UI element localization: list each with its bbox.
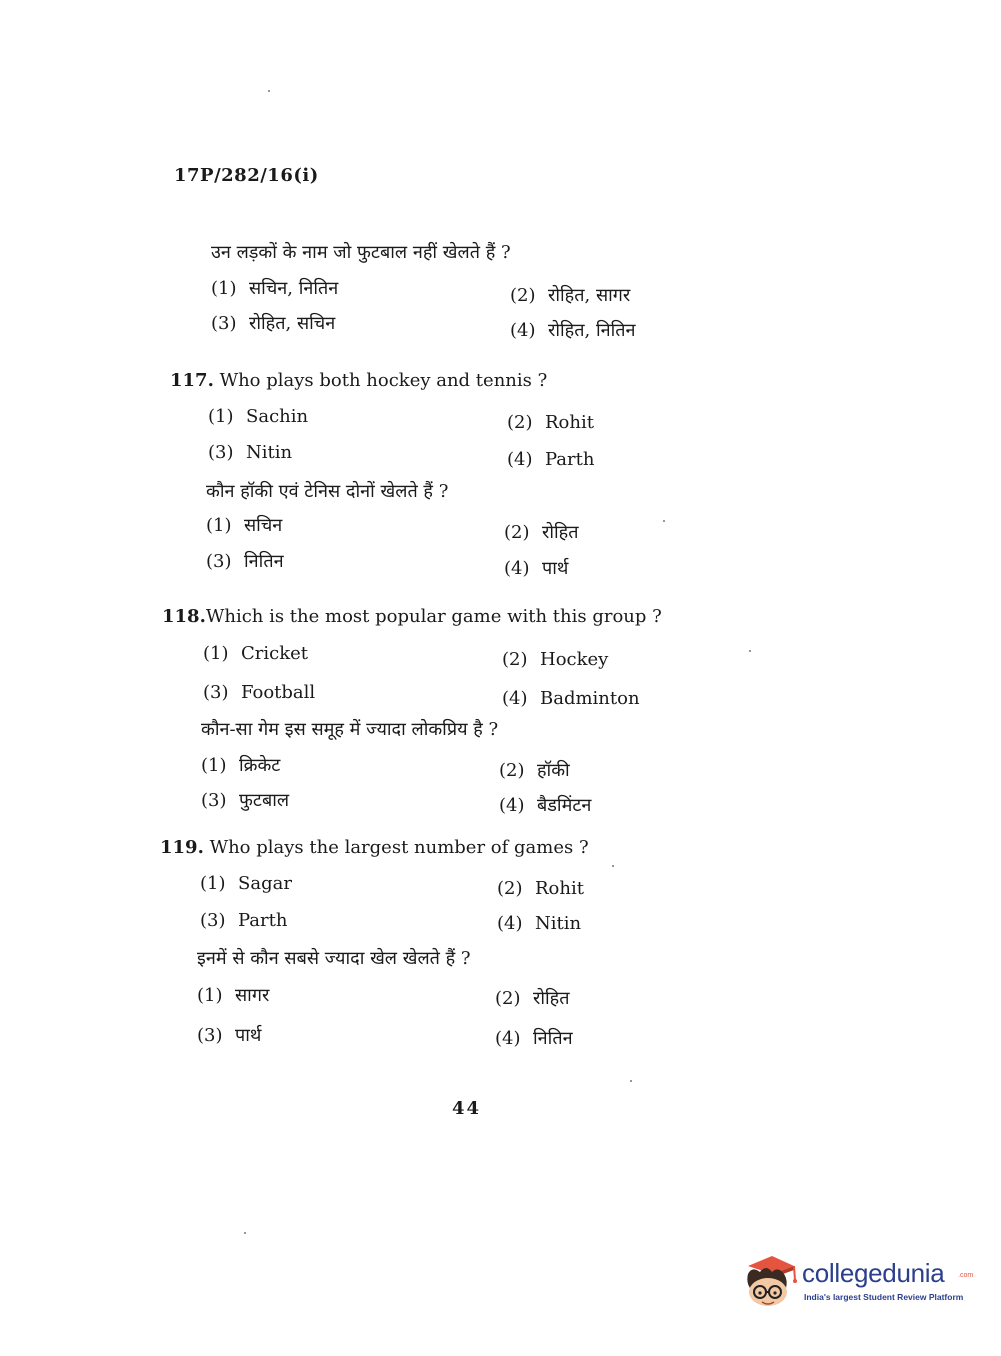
scan-speck bbox=[663, 520, 665, 522]
q119-option-2: (2) Rohit bbox=[497, 878, 584, 899]
scan-speck bbox=[630, 1080, 632, 1082]
q118-number: 118. bbox=[162, 606, 206, 627]
paper-code: 17P/282/16(i) bbox=[174, 165, 319, 186]
q117-number: 117. bbox=[170, 370, 214, 391]
q116-hindi-option-3: (3) रोहित, सचिन bbox=[211, 313, 336, 334]
q116-hindi-option-4: (4) रोहित, नितिन bbox=[510, 320, 636, 341]
q117-text: Who plays both hockey and tennis ? bbox=[219, 370, 548, 391]
scan-speck bbox=[612, 865, 614, 867]
q117-hindi-question: कौन हॉकी एवं टेनिस दोनों खेलते हैं ? bbox=[206, 481, 449, 502]
q118-question bbox=[162, 606, 662, 627]
scan-speck bbox=[244, 1232, 246, 1234]
q117-option-4: (4) Parth bbox=[507, 449, 595, 470]
q117-hindi-option-2: (2) रोहित bbox=[504, 522, 579, 543]
logo-domain-suffix: .com bbox=[958, 1272, 974, 1279]
q117-option-2: (2) Rohit bbox=[507, 412, 594, 433]
scan-speck bbox=[268, 90, 270, 92]
logo-brand-name: collegedunia bbox=[802, 1258, 945, 1288]
q119-option-3: (3) Parth bbox=[200, 910, 288, 931]
collegedunia-logo bbox=[742, 1252, 972, 1312]
q117-option-1: (1) Sachin bbox=[208, 406, 309, 427]
q119-hindi-question: इनमें से कौन सबसे ज्यादा खेल खेलते हैं ? bbox=[197, 948, 471, 969]
q118-hindi-question: कौन-सा गेम इस समूह में ज्यादा लोकप्रिय है ? bbox=[201, 719, 499, 740]
q117-hindi-option-1: (1) सचिन bbox=[206, 515, 283, 536]
q119-hindi-option-1: (1) सागर bbox=[197, 985, 270, 1006]
scan-speck bbox=[749, 650, 751, 652]
q118-option-2: (2) Hockey bbox=[502, 649, 609, 670]
q119-option-4: (4) Nitin bbox=[497, 913, 582, 934]
q119-question bbox=[160, 837, 589, 858]
q117-hindi-option-4: (4) पार्थ bbox=[504, 558, 569, 579]
q119-option-1: (1) Sagar bbox=[200, 873, 292, 894]
page-number: 44 bbox=[452, 1098, 482, 1119]
q119-hindi-option-2: (2) रोहित bbox=[495, 988, 570, 1009]
q118-hindi-option-1: (1) क्रिकेट bbox=[201, 755, 281, 776]
q117-question bbox=[170, 370, 547, 391]
q118-option-3: (3) Football bbox=[203, 682, 316, 703]
q118-hindi-option-2: (2) हॉकी bbox=[499, 760, 570, 781]
q118-text: Which is the most popular game with this group ? bbox=[205, 606, 662, 627]
q116-hindi-option-2: (2) रोहित, सागर bbox=[510, 285, 631, 306]
q118-hindi-option-3: (3) फुटबाल bbox=[201, 790, 290, 811]
q119-number: 119. bbox=[160, 837, 204, 858]
q119-hindi-option-3: (3) पार्थ bbox=[197, 1025, 262, 1046]
q118-option-4: (4) Badminton bbox=[502, 688, 640, 709]
q116-hindi-option-1: (1) सचिन, नितिन bbox=[211, 278, 339, 299]
q117-option-3: (3) Nitin bbox=[208, 442, 293, 463]
q118-hindi-option-4: (4) बैडमिंटन bbox=[499, 795, 592, 816]
q118-option-1: (1) Cricket bbox=[203, 643, 309, 664]
logo-tagline: India's largest Student Review Platform bbox=[804, 1292, 964, 1302]
q119-text: Who plays the largest number of games ? bbox=[209, 837, 589, 858]
graduate-mascot-icon bbox=[742, 1252, 798, 1310]
q117-hindi-option-3: (3) नितिन bbox=[206, 551, 284, 572]
q119-hindi-option-4: (4) नितिन bbox=[495, 1028, 573, 1049]
q116-hindi-question: उन लड़कों के नाम जो फुटबाल नहीं खेलते हैं ? bbox=[211, 242, 511, 263]
